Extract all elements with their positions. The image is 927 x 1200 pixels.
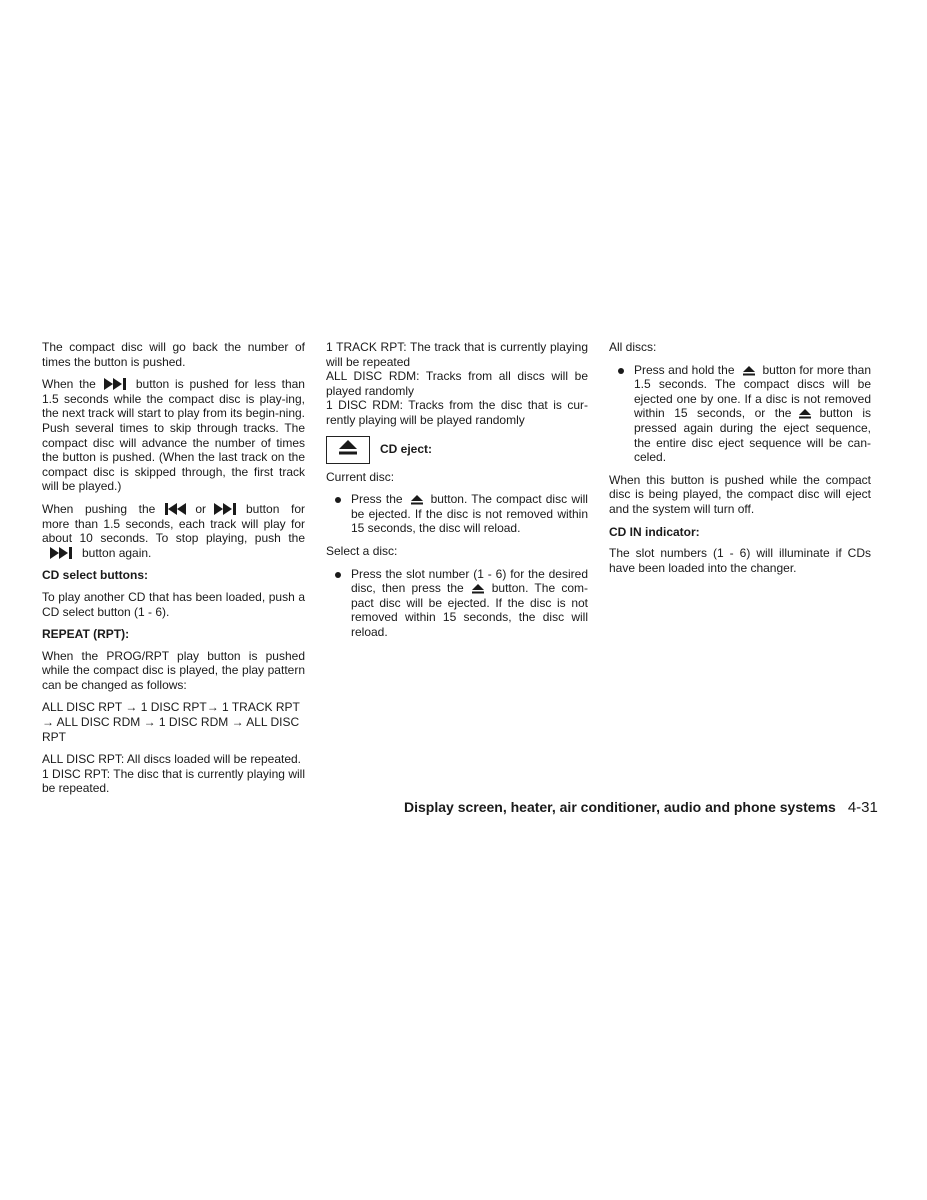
- text: button is pressed again during the eject sequence, the entire disc eject sequence will be can-celed.: [634, 406, 871, 465]
- list-item: [326, 567, 588, 640]
- next-track-icon: [214, 503, 238, 515]
- paragraph: The compact disc will go back the number of times the button is pushed.: [42, 340, 305, 369]
- text: Press the slot number (1 - 6) for the desired disc, then press the: [351, 566, 588, 596]
- paragraph: ALL DISC RDM: Tracks from all discs will be played randomly: [326, 369, 588, 398]
- paragraph: All discs:: [609, 340, 657, 354]
- text: button. The compact disc will be ejected. If the disc is not removed within 15 seconds, the disc will reload.: [351, 492, 588, 536]
- bullet-icon: [335, 572, 341, 578]
- paragraph: The slot numbers (1 - 6) will illuminate if CDs have been loaded into the changer.: [609, 546, 871, 575]
- bullet-list: [609, 363, 871, 465]
- eject-icon: [472, 584, 484, 594]
- next-track-icon: [50, 547, 74, 559]
- eject-heading-row: [326, 436, 588, 464]
- text: button. The com-pact disc will be ejected. If the disc is not removed within 15 seconds, the disc will reload.: [351, 581, 589, 639]
- paragraph: 1 TRACK RPT: The track that is currently playing will be repeated: [326, 340, 588, 369]
- eject-icon: [743, 366, 755, 376]
- text: button is pushed for less than 1.5 seconds while the compact disc is play-ing, the next track will start to play from its begin-ning. Push several times to skip through tracks. The compact disc will advance the number of times the button is pushed. (When the last track on the compact disc is skipped through, the first track will be played.): [42, 377, 305, 494]
- text: When the: [42, 377, 96, 392]
- eject-icon: [799, 409, 811, 419]
- eject-icon: [411, 495, 423, 505]
- bullet-list: [326, 567, 588, 640]
- list-item: [326, 492, 588, 536]
- heading-repeat: REPEAT (RPT):: [42, 627, 130, 642]
- paragraph: When the PROG/RPT play button is pushed while the compact disc is played, the play pattern can be changed as follows:: [42, 648, 305, 692]
- text: button again.: [82, 545, 152, 560]
- text: Press and hold the: [634, 362, 735, 377]
- bullet-icon: [618, 368, 624, 374]
- heading-cd-in: CD IN indicator:: [609, 524, 700, 539]
- heading-cd-select: CD select buttons:: [42, 568, 149, 583]
- paragraph: Current disc:: [326, 469, 395, 484]
- text: Press the: [351, 492, 403, 507]
- eject-button-illustration: [326, 436, 370, 464]
- heading-cd-eject: CD eject:: [380, 442, 433, 457]
- column-right: [609, 340, 871, 583]
- text: When pushing the: [42, 501, 156, 516]
- text: button for more than 1.5 seconds, each track will play for about 10 seconds. To stop playing, push the: [42, 501, 305, 546]
- paragraph: When this button is pushed while the compact disc is being played, the compact disc will eject and the system will turn off.: [609, 472, 871, 516]
- bullet-icon: [335, 497, 341, 503]
- paragraph: 1 DISC RPT: The disc that is currently playing will be repeated.: [42, 766, 305, 796]
- list-item: [609, 363, 871, 465]
- column-left: [42, 340, 305, 804]
- paragraph: 1 DISC RDM: Tracks from the disc that is cur-rently playing will be played randomly: [326, 398, 588, 427]
- page-number: 4-31: [847, 799, 878, 816]
- column-middle: [326, 340, 588, 648]
- eject-icon: [339, 440, 357, 459]
- paragraph: To play another CD that has been loaded, push a CD select button (1 - 6).: [42, 589, 305, 619]
- paragraph: Select a disc:: [326, 543, 398, 558]
- paragraph: [42, 377, 305, 494]
- text: or: [195, 501, 206, 516]
- page-footer: [404, 799, 878, 816]
- paragraph: [42, 502, 305, 560]
- paragraph: ALL DISC RPT → 1 DISC RPT→ 1 TRACK RPT → ALL DISC RDM → 1 DISC RDM → ALL DISC RPT: [42, 700, 300, 744]
- footer-section-title: Display screen, heater, air conditioner, audio and phone systems: [404, 799, 836, 815]
- bullet-list: [326, 492, 588, 536]
- previous-track-icon: [163, 503, 187, 515]
- text: button for more than 1.5 seconds. The compact discs will be ejected one by one. If a disc is not removed within 15 seconds, or the: [634, 362, 871, 421]
- next-track-icon: [104, 378, 128, 390]
- paragraph: ALL DISC RPT: All discs loaded will be repeated.: [42, 752, 302, 767]
